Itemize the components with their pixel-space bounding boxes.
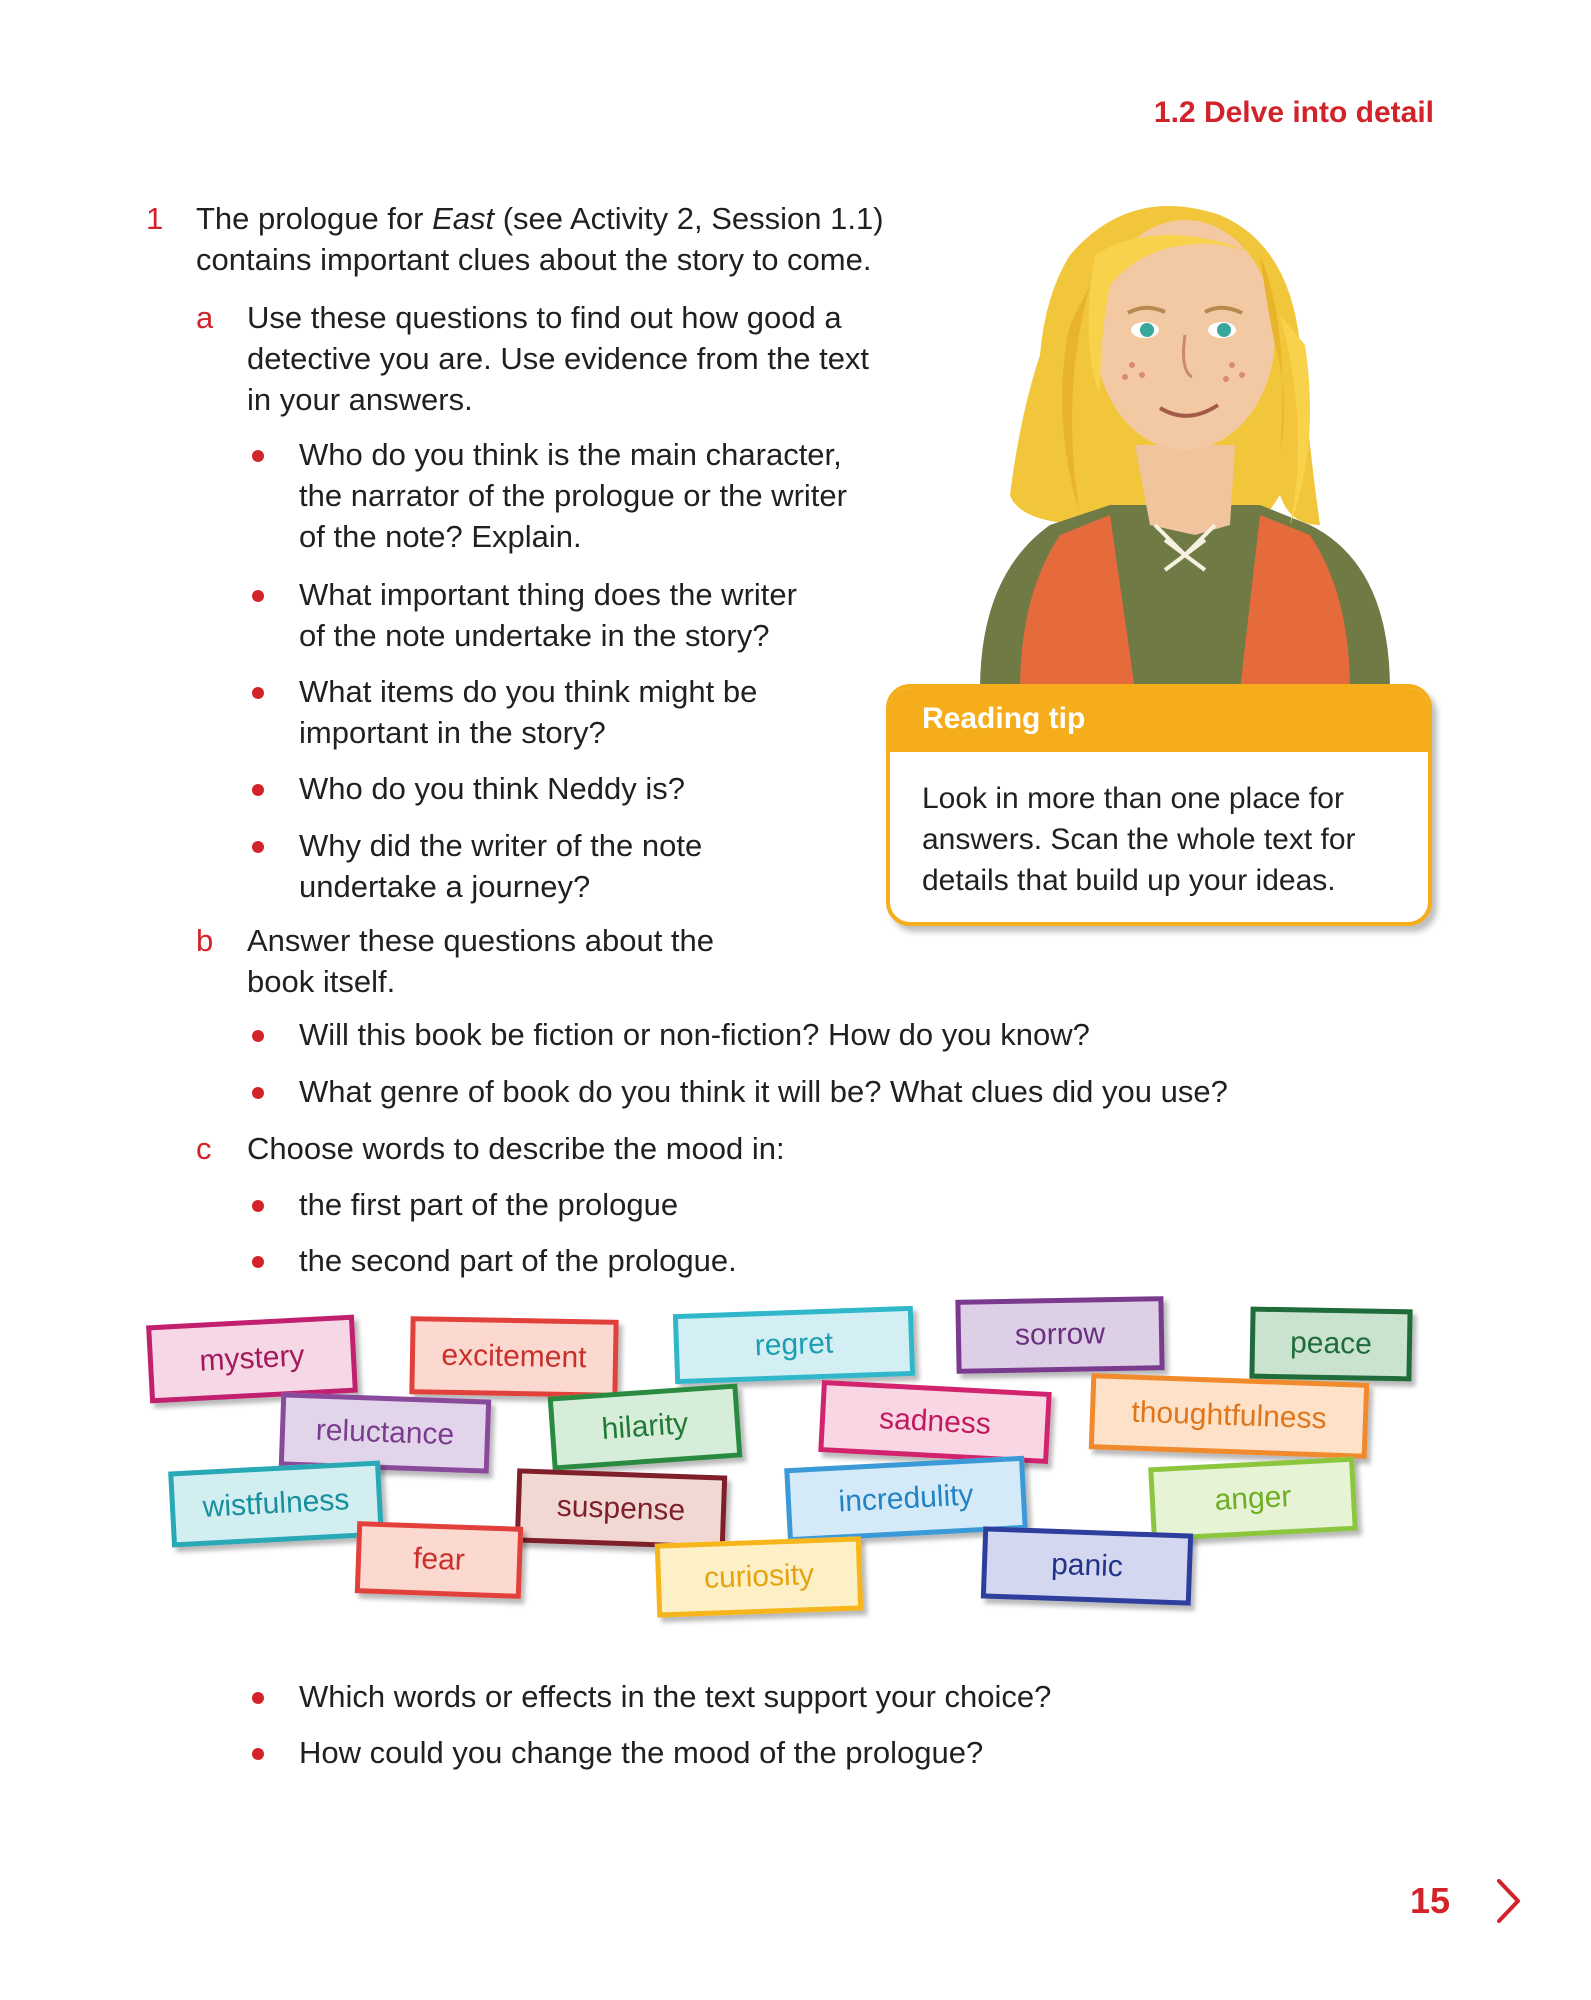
mood-word-card: fear	[355, 1521, 523, 1599]
bullet-dot	[252, 1087, 264, 1099]
mood-word-card: thoughtfulness	[1089, 1373, 1369, 1459]
mood-word-card: mystery	[146, 1315, 358, 1404]
section-heading: 1.2 Delve into detail	[1153, 96, 1434, 129]
list-item: Which words or effects in the text support your choice?	[299, 1679, 1052, 1714]
character-illustration	[960, 195, 1410, 690]
list-item: the first part of the prologue	[299, 1187, 679, 1222]
reading-tip-body: Look in more than one place for answers. Scan the whole text for details that build up your ideas.	[922, 782, 1356, 897]
mood-word-card: sorrow	[955, 1296, 1164, 1374]
list-item: Why did the writer of the note undertake a journey?	[299, 828, 703, 904]
mood-word-card: curiosity	[655, 1536, 863, 1617]
bullet-dot	[252, 841, 264, 853]
part-b-text: Answer these questions about the book itself.	[247, 923, 715, 999]
list-item: Who do you think Neddy is?	[299, 771, 685, 806]
bullet-dot	[252, 1256, 264, 1268]
part-a-letter: a	[196, 300, 214, 335]
list-item: Who do you think is the main character, the narrator of the prologue or the writer of the note? Explain.	[299, 437, 847, 554]
list-item: the second part of the prologue.	[299, 1243, 737, 1278]
reading-tip-title: Reading tip	[890, 688, 1428, 752]
mood-word-card: regret	[673, 1306, 915, 1384]
bullet-dot	[252, 450, 264, 462]
list-item: Will this book be fiction or non-fiction? How do you know?	[299, 1017, 1090, 1052]
mood-word-card: suspense	[515, 1468, 727, 1549]
mood-word-card: incredulity	[784, 1456, 1028, 1542]
mood-word-card: hilarity	[548, 1383, 743, 1470]
mood-word-card: peace	[1249, 1307, 1412, 1382]
bullet-dot	[252, 1200, 264, 1212]
reading-tip-box	[886, 684, 1432, 926]
mood-word-card: sadness	[818, 1380, 1051, 1464]
mood-word-card: panic	[981, 1526, 1193, 1605]
page-number: 15	[1410, 1880, 1451, 1921]
part-c-letter: c	[196, 1131, 212, 1166]
mood-word-card: wistfulness	[168, 1461, 384, 1548]
bullet-dot	[252, 1030, 264, 1042]
mood-word-card: anger	[1148, 1457, 1358, 1542]
part-a-text: Use these questions to find out how good a detective you are. Use evidence from the text in your answers.	[247, 300, 870, 417]
list-item: What genre of book do you think it will be? What clues did you use?	[299, 1074, 1228, 1109]
part-b-letter: b	[196, 923, 214, 958]
bullet-dot	[252, 784, 264, 796]
list-item: How could you change the mood of the prologue?	[299, 1735, 984, 1770]
mood-word-card: excitement	[409, 1316, 618, 1398]
chevron-right-icon[interactable]	[1494, 1876, 1524, 1926]
activity-intro: The prologue for East (see Activity 2, Session 1.1) contains important clues about the story to come.	[196, 201, 884, 277]
list-item: What important thing does the writer of the note undertake in the story?	[299, 577, 797, 653]
activity-number: 1	[146, 201, 164, 236]
part-c-text: Choose words to describe the mood in:	[247, 1131, 785, 1166]
list-item: What items do you think might be important in the story?	[299, 674, 758, 750]
bullet-dot	[252, 1748, 264, 1760]
bullet-dot	[252, 687, 264, 699]
mood-word-card: reluctance	[279, 1392, 491, 1473]
bullet-dot	[252, 1692, 264, 1704]
bullet-dot	[252, 590, 264, 602]
